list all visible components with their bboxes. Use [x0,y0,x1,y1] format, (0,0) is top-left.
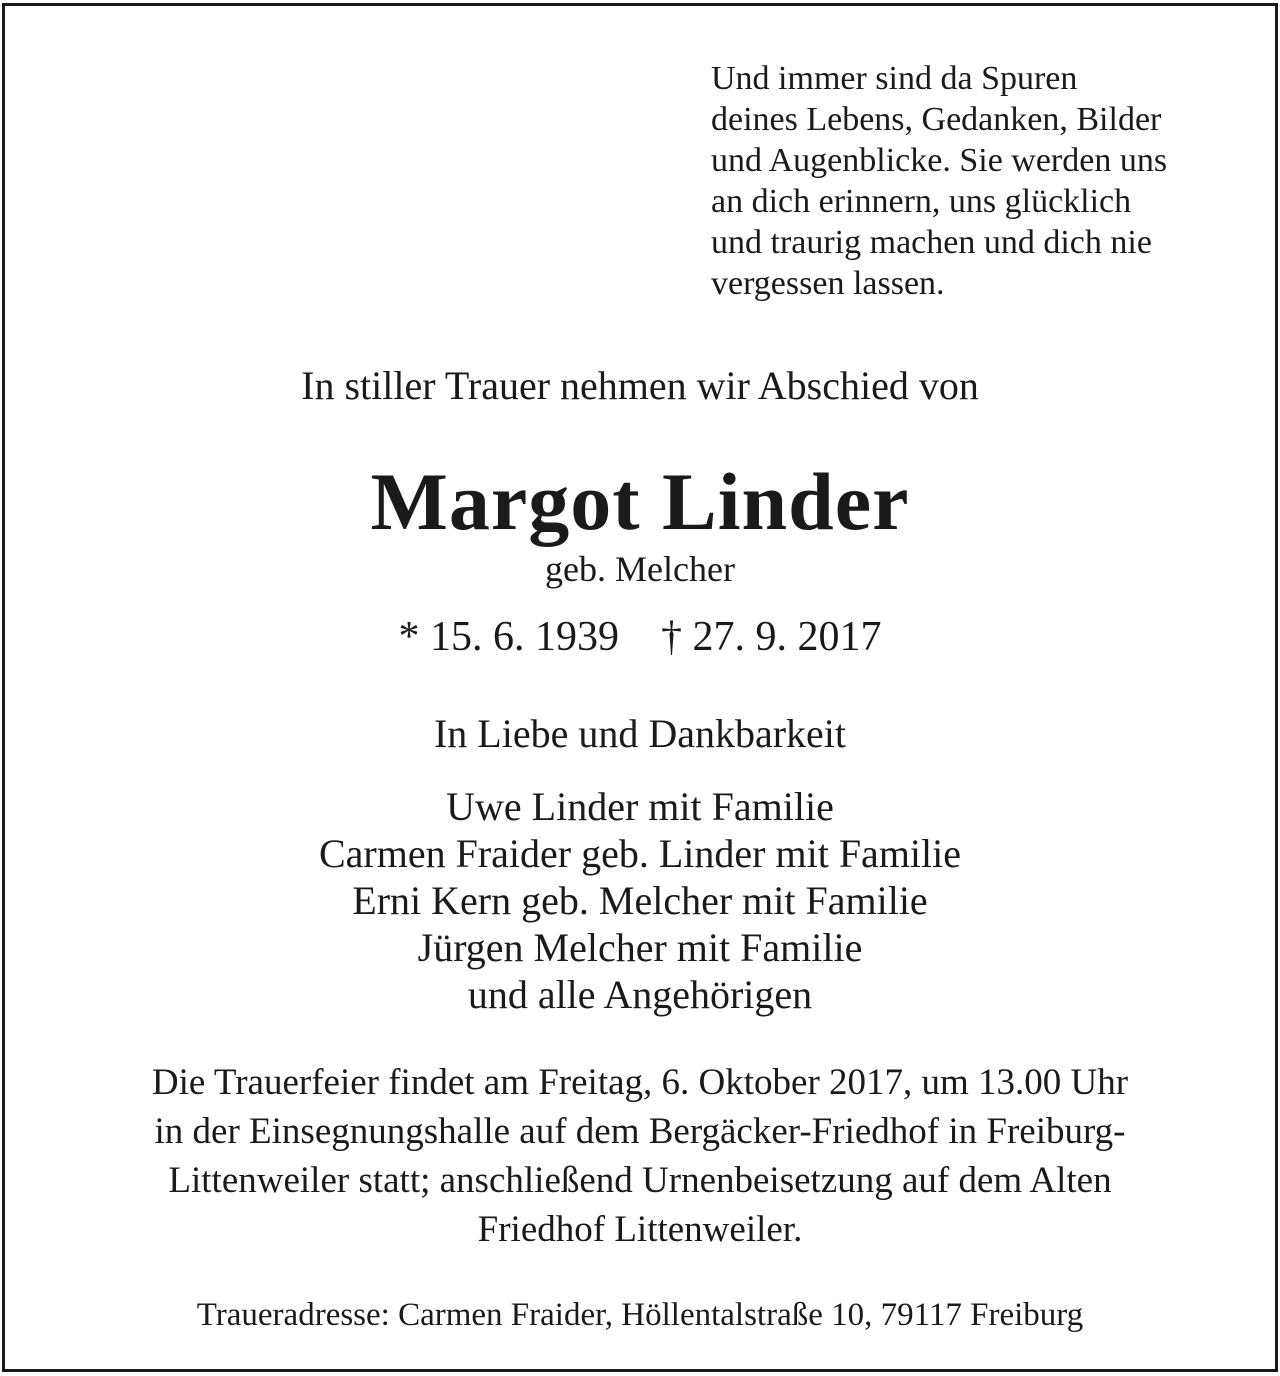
deceased-name: Margot Linder [370,456,910,547]
service-line: Die Trauerfeier findet am Freitag, 6. Oktober 2017, um 13.00 Uhr [151,1062,1129,1103]
maiden-name: geb. Melcher [545,549,735,589]
mourner-entry: Carmen Fraider geb. Linder mit Familie [318,831,962,876]
service-line: in der Einsegnungshalle auf dem Bergäcker-Friedhof in Freiburg- [154,1111,1126,1152]
mourners-list [0,783,1280,1018]
life-dates [0,610,1280,664]
intro-text: In stiller Trauer nehmen wir Abschied von [301,363,979,408]
mourning-address: Traueradresse: Carmen Fraider, Höllentalstraße 10, 79117 Freiburg [196,1297,1084,1333]
mourner-entry: Erni Kern geb. Melcher mit Familie [352,878,928,923]
mourner-entry: Jürgen Melcher mit Familie [417,925,863,970]
poem-line: vergessen lassen. [711,265,945,302]
poem-line: und Augenblicke. Sie werden uns [711,142,1168,179]
poem-line: deines Lebens, Gedanken, Bilder [711,101,1162,138]
poem-line: an dich erinnern, uns glücklich [711,183,1132,220]
poem-line: Und immer sind da Spuren [711,60,1078,97]
service-details [0,1058,1280,1254]
thanks-line: In Liebe und Dankbarkeit [433,711,847,756]
mourner-entry: und alle Angehörigen [467,972,813,1017]
service-line: Friedhof Littenweiler. [477,1209,803,1250]
death-date: † 27. 9. 2017 [661,614,882,660]
service-line: Littenweiler statt; anschließend Urnenbeisetzung auf dem Alten [168,1160,1112,1201]
mourner-entry: Uwe Linder mit Familie [446,784,834,829]
memorial-poem [711,58,1251,304]
poem-line: und traurig machen und dich nie [711,224,1152,261]
birth-date: * 15. 6. 1939 [398,614,619,660]
